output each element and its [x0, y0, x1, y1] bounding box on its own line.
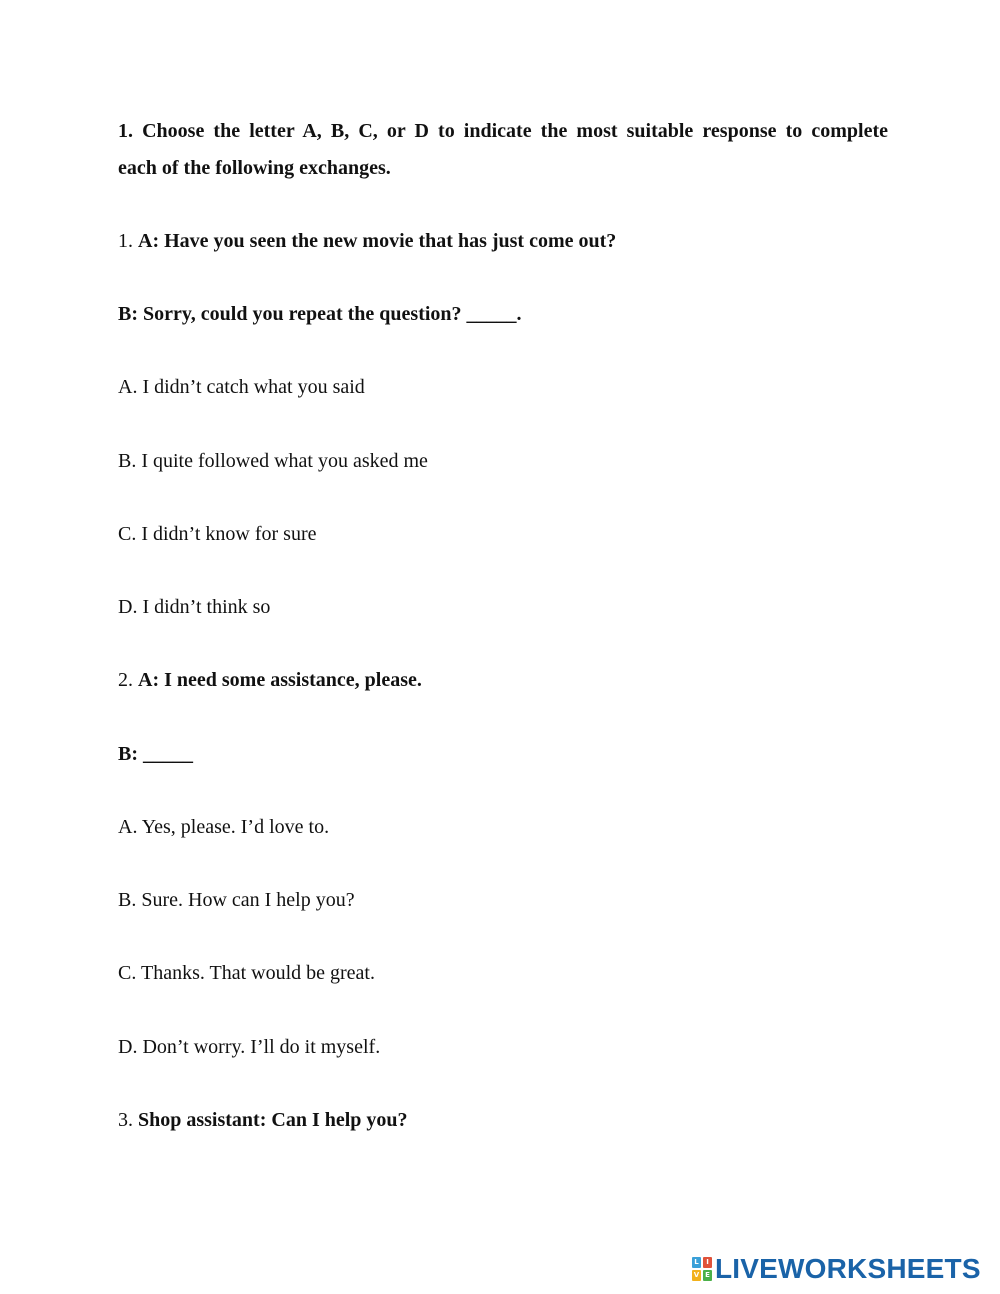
question-number: 3.	[118, 1109, 133, 1131]
question-2-option-d[interactable]: D. Don’t worry. I’ll do it myself.	[118, 1036, 381, 1058]
instruction-line-2: each of the following exchanges.	[118, 157, 391, 179]
liveworksheets-logo-icon: L I V E	[692, 1257, 712, 1281]
question-text: Shop assistant: Can I help you?	[138, 1109, 408, 1131]
question-3-prompt-a	[118, 1108, 408, 1132]
question-1-option-b[interactable]: B. I quite followed what you asked me	[118, 450, 428, 472]
question-1-prompt-a	[118, 229, 616, 253]
question-1-option-d[interactable]: D. I didn’t think so	[118, 596, 271, 618]
question-2-prompt-b: B: _____	[118, 743, 193, 765]
question-2-option-b[interactable]: B. Sure. How can I help you?	[118, 889, 355, 911]
logo-text: LIVEWORKSHEETS	[715, 1253, 981, 1284]
question-2-option-c[interactable]: C. Thanks. That would be great.	[118, 962, 375, 984]
question-1-option-c[interactable]: C. I didn’t know for sure	[118, 523, 317, 545]
question-text: A: Have you seen the new movie that has just come out?	[138, 230, 617, 252]
question-1-option-a[interactable]: A. I didn’t catch what you said	[118, 376, 365, 398]
question-text: A: I need some assistance, please.	[138, 669, 422, 691]
question-2-option-a[interactable]: A. Yes, please. I’d love to.	[118, 816, 330, 838]
question-number: 2.	[118, 669, 133, 691]
question-1-prompt-b: B: Sorry, could you repeat the question? _____.	[118, 303, 522, 325]
liveworksheets-logo	[692, 1255, 981, 1283]
instruction-line-1: 1. Choose the letter A, B, C, or D to indicate the most suitable response to complete	[118, 120, 888, 142]
question-2-prompt-a	[118, 668, 422, 692]
question-number: 1.	[118, 230, 133, 252]
